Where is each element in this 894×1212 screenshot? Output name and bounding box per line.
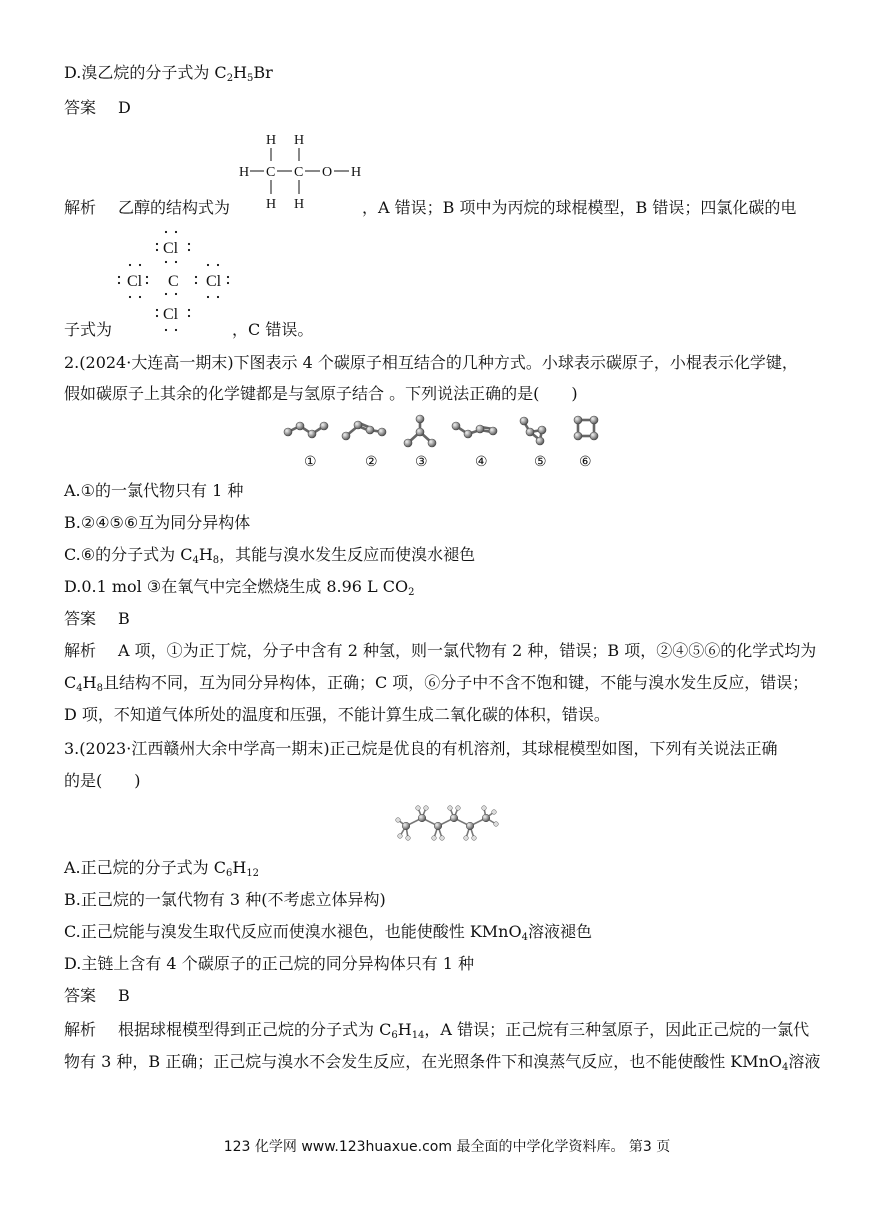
q2-analysis-line1: 解析 A 项，①为正丁烷，分子中含有 2 种氢，则一氯代物有 2 种，错误；B 项，②④⑤⑥的化学式均为 xyxy=(64,641,817,660)
q3-stem-line1: 3.(2023·江西赣州大余中学高一期末)正己烷是优良的有机溶剂，其球棍模型如图，下列有关说法正确 xyxy=(64,739,778,758)
q3-option-d: D.主链上含有 4 个碳原子的正己烷的同分异构体只有 1 种 xyxy=(64,954,475,973)
figure-label: ⑥ xyxy=(579,455,592,470)
ccl4-atom: Cl xyxy=(206,273,222,290)
q2-stem-line2: 假如碳原子上其余的化学键都是与氢原子结合 。下列说法正确的是( ) xyxy=(64,384,578,403)
ccl4-atom: Cl xyxy=(163,240,179,257)
q3-analysis-line2: 物有 3 种，B 正确；正己烷与溴水不会发生反应，在光照条件下和溴蒸气反应，也不能使酸性 KMnO$_4$溶液 xyxy=(64,1052,821,1073)
ethanol-atom: H xyxy=(294,197,305,212)
q3-option-b: B.正己烷的一氯代物有 3 种(不考虑立体异构) xyxy=(64,890,386,909)
ethanol-atom: H xyxy=(294,133,305,148)
ethanol-atom: H xyxy=(239,165,250,180)
ccl4-atom: Cl xyxy=(163,306,179,323)
q3-option-c: C.正己烷能与溴发生取代反应而使溴水褪色，也能使酸性 KMnO$_4$溶液褪色 xyxy=(64,922,592,943)
figure-label: ① xyxy=(304,455,317,470)
figure-label: ⑤ xyxy=(534,455,547,470)
q1-analysis-line1: 解析 乙醇的结构式为 ，A 错误；B 项中为丙烷的球棍模型，B 错误；四氯化碳的电 xyxy=(64,198,797,217)
q2-answer: 答案 B xyxy=(64,609,130,628)
ethanol-atom: H xyxy=(351,165,362,180)
page-footer: 123 化学网 www.123huaxue.com 最全面的中学化学资料库。 第3 页 xyxy=(223,1139,671,1155)
q2-option-c: C.⑥的分子式为 $C_4H_8$，其能与溴水发生反应而使溴水褪色 xyxy=(64,545,476,566)
q2-option-a: A.①的一氯代物只有 1 种 xyxy=(64,481,244,500)
q3-analysis-line1: 解析 根据球棍模型得到正己烷的分子式为 $C_6H_{14}$，A 错误；正己烷有三种氢原子，因此正己烷的一氯代 xyxy=(64,1020,810,1041)
figure-label: ③ xyxy=(415,455,428,470)
q3-stem-line2: 的是( ) xyxy=(64,771,141,790)
hexane-ball-stick-figure xyxy=(392,800,504,850)
ccl4-atom: C xyxy=(168,273,179,290)
q2-analysis-line2: $C_4H_8$且结构不同，互为同分异构体，正确；C 项，⑥分子中不含不饱和键，不能与溴水发生反应，错误； xyxy=(64,673,809,694)
q1-analysis-line2: 子式为 ，C 错误。 xyxy=(64,320,314,339)
q2-carbon-skeleton-figure xyxy=(278,410,618,472)
ethanol-atom: H xyxy=(266,197,277,212)
q2-option-d: D.0.1 mol ③在氧气中完全燃烧生成 8.96 L $CO_2$ xyxy=(64,577,415,598)
figure-label: ② xyxy=(365,455,378,470)
q3-option-a: A.正己烷的分子式为 $C_6H_{12}$ xyxy=(64,858,260,879)
ccl4-atom: Cl xyxy=(127,273,143,290)
ethanol-atom: C xyxy=(294,165,304,180)
q2-analysis-line3: D 项，不知道气体所处的温度和压强，不能计算生成二氧化碳的体积，错误。 xyxy=(64,705,610,724)
q2-option-b: B.②④⑤⑥互为同分异构体 xyxy=(64,513,251,532)
ethanol-atom: C xyxy=(266,165,276,180)
q2-stem-line1: 2.(2024·大连高一期末)下图表示 4 个碳原子相互结合的几种方式。小球表示碳原子，小棍表示化学键， xyxy=(64,353,798,372)
q3-answer: 答案 B xyxy=(64,986,130,1005)
q1-answer: 答案 D xyxy=(64,98,131,117)
ethanol-atom: H xyxy=(266,133,277,148)
figure-label: ④ xyxy=(475,455,488,470)
q1-option-d: D.溴乙烷的分子式为 $C_2H_5Br$ xyxy=(64,63,273,84)
ethanol-atom: O xyxy=(322,165,333,180)
